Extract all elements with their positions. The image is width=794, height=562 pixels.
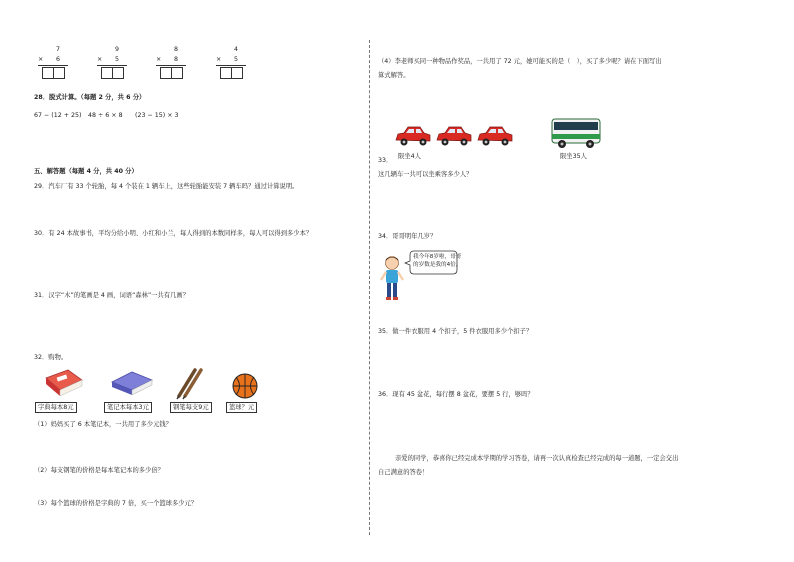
basketball-icon: [231, 372, 259, 400]
price-label-dictionary: 字典每本8元: [35, 402, 77, 413]
vertical-mult-4: 4 × 5: [216, 46, 246, 86]
q32-title: 32．购物。: [34, 354, 68, 361]
answer-box[interactable]: [112, 67, 124, 79]
price-label-basketball: 篮球？元: [226, 402, 257, 413]
closing-line-2: 自己满意的答卷！: [378, 469, 429, 476]
column-divider: [369, 40, 370, 535]
q28-title: 28．脱式计算。（每题 2 分，共 6 分）: [34, 94, 146, 101]
boy-icon: [378, 255, 406, 301]
answer-box[interactable]: [171, 67, 183, 79]
q32-sub-1: （1）妈妈买了 6 本笔记本，一共用了多少元钱？: [34, 421, 172, 428]
price-label-notebook: 笔记本每本3元: [104, 402, 152, 413]
vertical-mult-2: 9 × 5: [97, 46, 127, 86]
car-icon: [435, 124, 473, 148]
bubble-line-1: 我今年8岁啦，哥哥: [413, 254, 462, 260]
bus-seat-label: 限坐35人: [560, 153, 587, 160]
q35: 35．做一件衣服用 4 个扣子，5 件衣服用多少个扣子？: [378, 328, 533, 335]
q28-expr-2: 48 ÷ 6 × 8: [88, 112, 123, 119]
q28-expr-1: 67 − (12 + 25): [34, 112, 82, 119]
vertical-mult-3: 8 × 8: [156, 46, 186, 86]
q30: 30．有 24 本故事书，平均分给小明、小红和小兰，每人得到的本数同样多，每人可以得到多少本？: [34, 230, 313, 237]
q34: 34．哥哥明年几岁？: [378, 233, 437, 240]
q32-sub-4-line2: 算式解答。: [378, 72, 410, 79]
section-heading: 五、解答题（每题 4 分，共 40 分）: [34, 168, 138, 175]
q29: 29．汽车厂有 33 个轮胎，每 4 个装在 1 辆车上，这些轮胎能安装 7 辆车吗？通过计算说明。: [34, 183, 299, 190]
bus-icon: [550, 116, 602, 150]
closing-line-1: 亲爱的同学，恭喜你已经完成本学期的学习答卷，请再一次认真检查已经完成的每一道题，一定会交出: [395, 455, 679, 462]
notebook-icon: [110, 370, 154, 398]
car-icon: [476, 124, 514, 148]
answer-box[interactable]: [231, 67, 243, 79]
q28-expr-3: (23 − 15) × 3: [135, 112, 179, 119]
q36: 36．现有 45 盆花，每行摆 8 盆花，要摆 5 行，够吗？: [378, 391, 534, 398]
answer-box[interactable]: [53, 67, 65, 79]
pen-icon: [173, 366, 207, 400]
bubble-line-2: 的岁数是我的4倍。: [413, 262, 462, 268]
q32-sub-2: （2）每支钢笔的价格是每本笔记本的多少倍？: [34, 467, 164, 474]
vertical-mult-1: 7 × 6: [38, 46, 68, 86]
price-label-pen: 钢笔每支9元: [170, 402, 212, 413]
q32-sub-4-line1: （4）李老师买同一种物品作奖品，一共用了 72 元，她可能买的是（ ），买了多少呢？请在下面写出: [378, 58, 662, 65]
q31: 31．汉字“木”的笔画是 4 画，词语“森林”一共有几画？: [34, 292, 190, 299]
dictionary-icon: [42, 368, 84, 398]
q33-number: 33．: [378, 157, 393, 164]
q33-text: 这几辆车一共可以坐乘客多少人？: [378, 171, 473, 178]
car-icon: [394, 124, 432, 148]
q32-sub-3: （3）每个篮球的价格是字典的 7 倍，买一个篮球多少元？: [34, 500, 198, 507]
car-seat-label: 限坐4人: [398, 153, 421, 160]
